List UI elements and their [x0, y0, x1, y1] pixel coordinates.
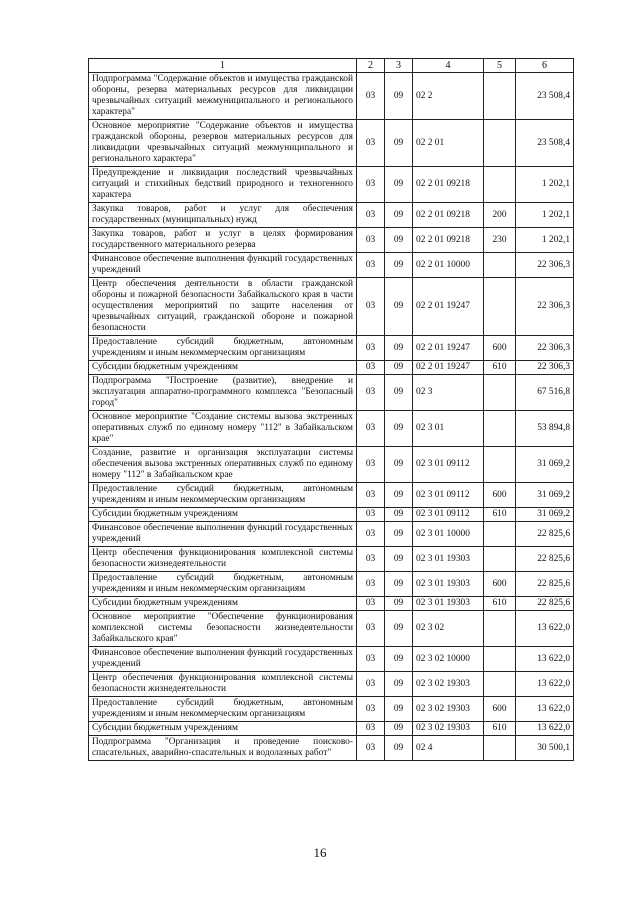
row-name-cell: Центр обеспечения функционирования комплексной системы безопасности жизнедеятельности [89, 672, 357, 697]
subsection-code-cell: 09 [385, 722, 413, 736]
subsection-code-cell: 09 [385, 73, 413, 120]
expense-type-cell [484, 547, 516, 572]
subsection-code-cell: 09 [385, 522, 413, 547]
subsection-code-cell: 09 [385, 203, 413, 228]
table-row [89, 203, 574, 228]
expense-type-cell [484, 522, 516, 547]
target-article-cell: 02 2 01 09218 [413, 167, 484, 203]
expense-type-cell: 600 [484, 572, 516, 597]
section-code-cell: 03 [357, 736, 385, 761]
amount-cell: 22 825,6 [516, 547, 574, 572]
table-row [89, 547, 574, 572]
amount-cell: 22 306,3 [516, 253, 574, 278]
subsection-code-cell: 09 [385, 697, 413, 722]
table-row [89, 375, 574, 411]
expense-type-cell: 230 [484, 228, 516, 253]
subsection-code-cell: 09 [385, 447, 413, 483]
subsection-code-cell: 09 [385, 375, 413, 411]
row-name-cell: Субсидии бюджетным учреждениям [89, 722, 357, 736]
expense-type-cell [484, 611, 516, 647]
section-code-cell: 03 [357, 411, 385, 447]
target-article-cell: 02 2 01 10000 [413, 253, 484, 278]
row-name-cell: Предоставление субсидий бюджетным, автономным учреждениям и иным некоммерческим организациям [89, 336, 357, 361]
expense-type-cell [484, 647, 516, 672]
amount-cell: 13 622,0 [516, 611, 574, 647]
row-name-cell: Субсидии бюджетным учреждениям [89, 597, 357, 611]
section-code-cell: 03 [357, 73, 385, 120]
section-code-cell: 03 [357, 672, 385, 697]
table-row [89, 447, 574, 483]
section-code-cell: 03 [357, 447, 385, 483]
column-header: 5 [484, 59, 516, 73]
column-header: 6 [516, 59, 574, 73]
amount-cell: 67 516,8 [516, 375, 574, 411]
row-name-cell: Субсидии бюджетным учреждениям [89, 508, 357, 522]
section-code-cell: 03 [357, 597, 385, 611]
expense-type-cell: 610 [484, 597, 516, 611]
page-number: 16 [313, 845, 327, 860]
target-article-cell: 02 3 01 10000 [413, 522, 484, 547]
amount-cell: 1 202,1 [516, 203, 574, 228]
row-name-cell: Закупка товаров, работ и услуг в целях формирования государственного материального резерва [89, 228, 357, 253]
target-article-cell: 02 3 01 19303 [413, 572, 484, 597]
subsection-code-cell: 09 [385, 508, 413, 522]
expense-type-cell [484, 672, 516, 697]
column-header: 2 [357, 59, 385, 73]
expense-type-cell: 600 [484, 697, 516, 722]
section-code-cell: 03 [357, 522, 385, 547]
section-code-cell: 03 [357, 697, 385, 722]
amount-cell: 22 306,3 [516, 278, 574, 336]
section-code-cell: 03 [357, 228, 385, 253]
target-article-cell: 02 3 01 09112 [413, 508, 484, 522]
subsection-code-cell: 09 [385, 361, 413, 375]
section-code-cell: 03 [357, 572, 385, 597]
target-article-cell: 02 2 01 19247 [413, 361, 484, 375]
table-row [89, 647, 574, 672]
table-row [89, 572, 574, 597]
section-code-cell: 03 [357, 167, 385, 203]
expense-type-cell [484, 375, 516, 411]
subsection-code-cell: 09 [385, 597, 413, 611]
amount-cell: 31 069,2 [516, 508, 574, 522]
expense-type-cell [484, 278, 516, 336]
target-article-cell: 02 3 02 19303 [413, 697, 484, 722]
table-row [89, 597, 574, 611]
amount-cell: 53 894,8 [516, 411, 574, 447]
amount-cell: 30 500,1 [516, 736, 574, 761]
table-row [89, 522, 574, 547]
amount-cell: 23 508,4 [516, 73, 574, 120]
amount-cell: 22 825,6 [516, 597, 574, 611]
row-name-cell: Закупка товаров, работ и услуг для обеспечения государственных (муниципальных) нужд [89, 203, 357, 228]
table-header-row [89, 59, 574, 73]
target-article-cell: 02 4 [413, 736, 484, 761]
subsection-code-cell: 09 [385, 411, 413, 447]
target-article-cell: 02 3 01 09112 [413, 447, 484, 483]
table-row [89, 336, 574, 361]
row-name-cell: Подпрограмма "Содержание объектов и имущества гражданской обороны, резерва материальных ресурсов для ликвидации чрезвычайных ситуаций межмуниципального и регионального характера" [89, 73, 357, 120]
amount-cell: 23 508,4 [516, 120, 574, 167]
section-code-cell: 03 [357, 361, 385, 375]
row-name-cell: Предоставление субсидий бюджетным, автономным учреждениям и иным некоммерческим организациям [89, 483, 357, 508]
amount-cell: 13 622,0 [516, 722, 574, 736]
row-name-cell: Предоставление субсидий бюджетным, автономным учреждениям и иным некоммерческим организациям [89, 572, 357, 597]
amount-cell: 22 306,3 [516, 336, 574, 361]
table-row [89, 120, 574, 167]
subsection-code-cell: 09 [385, 167, 413, 203]
expense-type-cell [484, 120, 516, 167]
section-code-cell: 03 [357, 647, 385, 672]
target-article-cell: 02 3 [413, 375, 484, 411]
expense-type-cell: 610 [484, 508, 516, 522]
table-body [89, 73, 574, 761]
amount-cell: 13 622,0 [516, 647, 574, 672]
subsection-code-cell: 09 [385, 336, 413, 361]
subsection-code-cell: 09 [385, 611, 413, 647]
target-article-cell: 02 3 01 [413, 411, 484, 447]
amount-cell: 22 825,6 [516, 522, 574, 547]
table-row [89, 167, 574, 203]
subsection-code-cell: 09 [385, 228, 413, 253]
subsection-code-cell: 09 [385, 120, 413, 167]
amount-cell: 13 622,0 [516, 672, 574, 697]
subsection-code-cell: 09 [385, 483, 413, 508]
target-article-cell: 02 3 01 19303 [413, 597, 484, 611]
expense-type-cell: 200 [484, 203, 516, 228]
row-name-cell: Основное мероприятие "Обеспечение функционирования комплексной системы безопасности жизнедеятельности Забайкальского края" [89, 611, 357, 647]
section-code-cell: 03 [357, 611, 385, 647]
column-header: 4 [413, 59, 484, 73]
row-name-cell: Финансовое обеспечение выполнения функций государственных учреждений [89, 522, 357, 547]
section-code-cell: 03 [357, 547, 385, 572]
amount-cell: 1 202,1 [516, 228, 574, 253]
section-code-cell: 03 [357, 120, 385, 167]
target-article-cell: 02 2 01 [413, 120, 484, 167]
amount-cell: 22 306,3 [516, 361, 574, 375]
table-row [89, 736, 574, 761]
column-header: 1 [89, 59, 357, 73]
table-row [89, 722, 574, 736]
expense-type-cell: 600 [484, 336, 516, 361]
amount-cell: 13 622,0 [516, 697, 574, 722]
row-name-cell: Центр обеспечения деятельности в области гражданской обороны и пожарной безопасности Забайкальского края в части осуществления мероприятий по защите населения от чрезвычайных ситуаций, гражданской обороне и пожарной безопасности [89, 278, 357, 336]
table-row [89, 278, 574, 336]
subsection-code-cell: 09 [385, 572, 413, 597]
table-row [89, 411, 574, 447]
target-article-cell: 02 3 02 [413, 611, 484, 647]
table-row [89, 672, 574, 697]
table-row [89, 697, 574, 722]
target-article-cell: 02 2 01 09218 [413, 228, 484, 253]
table-row [89, 228, 574, 253]
table-row [89, 73, 574, 120]
row-name-cell: Предупреждение и ликвидация последствий чрезвычайных ситуаций и стихийных бедствий природного и техногенного характера [89, 167, 357, 203]
expense-type-cell [484, 73, 516, 120]
section-code-cell: 03 [357, 336, 385, 361]
row-name-cell: Основное мероприятие "Содержание объектов и имущества гражданской обороны, резервов материальных ресурсов для ликвидации чрезвычайных ситуаций межмуниципального и регионального характера" [89, 120, 357, 167]
target-article-cell: 02 2 [413, 73, 484, 120]
table-row [89, 361, 574, 375]
table-row [89, 611, 574, 647]
expense-type-cell: 600 [484, 483, 516, 508]
target-article-cell: 02 2 01 19247 [413, 336, 484, 361]
budget-table [88, 58, 574, 761]
row-name-cell: Предоставление субсидий бюджетным, автономным учреждениям и иным некоммерческим организациям [89, 697, 357, 722]
expense-type-cell: 610 [484, 361, 516, 375]
section-code-cell: 03 [357, 483, 385, 508]
subsection-code-cell: 09 [385, 547, 413, 572]
target-article-cell: 02 3 01 19303 [413, 547, 484, 572]
expense-type-cell: 610 [484, 722, 516, 736]
table-row [89, 253, 574, 278]
row-name-cell: Субсидии бюджетным учреждениям [89, 361, 357, 375]
expense-type-cell [484, 167, 516, 203]
table-row [89, 483, 574, 508]
row-name-cell: Создание, развитие и организация эксплуатации системы обеспечения вызова экстренных оперативных служб по единому номеру "112" в Забайкальском крае [89, 447, 357, 483]
subsection-code-cell: 09 [385, 278, 413, 336]
row-name-cell: Подпрограмма "Построение (развитие), внедрение и эксплуатация аппаратно-программного комплекса "Безопасный город" [89, 375, 357, 411]
subsection-code-cell: 09 [385, 736, 413, 761]
table-row [89, 508, 574, 522]
target-article-cell: 02 2 01 19247 [413, 278, 484, 336]
target-article-cell: 02 3 01 09112 [413, 483, 484, 508]
section-code-cell: 03 [357, 508, 385, 522]
target-article-cell: 02 3 02 19303 [413, 672, 484, 697]
expense-type-cell [484, 253, 516, 278]
target-article-cell: 02 3 02 10000 [413, 647, 484, 672]
expense-type-cell [484, 736, 516, 761]
column-header: 3 [385, 59, 413, 73]
amount-cell: 31 069,2 [516, 483, 574, 508]
section-code-cell: 03 [357, 722, 385, 736]
section-code-cell: 03 [357, 203, 385, 228]
expense-type-cell [484, 447, 516, 483]
subsection-code-cell: 09 [385, 647, 413, 672]
subsection-code-cell: 09 [385, 672, 413, 697]
expense-type-cell [484, 411, 516, 447]
row-name-cell: Основное мероприятие "Создание системы вызова экстренных оперативных служб по единому номеру "112" в Забайкальском крае" [89, 411, 357, 447]
section-code-cell: 03 [357, 375, 385, 411]
target-article-cell: 02 3 02 19303 [413, 722, 484, 736]
row-name-cell: Финансовое обеспечение выполнения функций государственных учреждений [89, 647, 357, 672]
row-name-cell: Центр обеспечения функционирования комплексной системы безопасности жизнедеятельности [89, 547, 357, 572]
row-name-cell: Финансовое обеспечение выполнения функций государственных учреждений [89, 253, 357, 278]
amount-cell: 22 825,6 [516, 572, 574, 597]
subsection-code-cell: 09 [385, 253, 413, 278]
row-name-cell: Подпрограмма "Организация и проведение поисково-спасательных, аварийно-спасательных и водолазных работ" [89, 736, 357, 761]
section-code-cell: 03 [357, 278, 385, 336]
amount-cell: 1 202,1 [516, 167, 574, 203]
amount-cell: 31 069,2 [516, 447, 574, 483]
target-article-cell: 02 2 01 09218 [413, 203, 484, 228]
section-code-cell: 03 [357, 253, 385, 278]
